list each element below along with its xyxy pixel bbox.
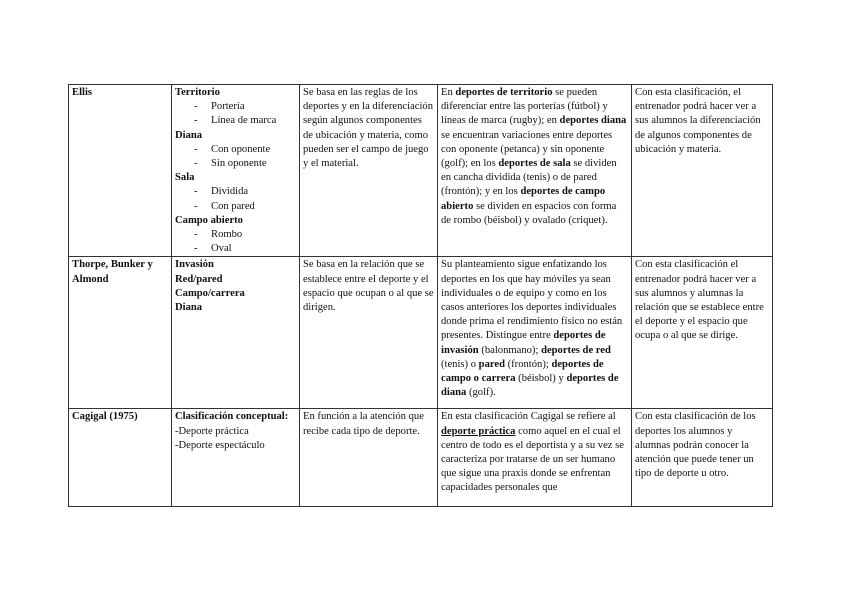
conclusion-cell <box>632 257 773 409</box>
bold-term: pared <box>478 358 505 370</box>
subcategory-item: - Línea de marca <box>194 115 277 127</box>
categories-cell <box>172 409 300 507</box>
bold-term: deportes de campo abierto <box>441 186 606 212</box>
subcategory-item: - Portería <box>194 101 245 113</box>
description-cell: Su planteamiento sigue enfatizando los deportes en los que hay móviles ya sean individuales o de equipo y como en los casos anteriores los deportes individuales donde prima el rendimiento físico no están presentes. Distingue entre deportes de invasión (balonmano); deportes de red (tenis) o pared (frontón); deportes de campo o carrera (béisbol) y deportes de diana (golf). <box>438 257 632 409</box>
bold-term: deportes de invasión <box>441 330 606 356</box>
category-label: Territorio <box>175 87 220 98</box>
category-label: Diana <box>175 302 203 314</box>
category-item: -Deporte práctica <box>175 425 249 437</box>
author-cell <box>69 257 172 409</box>
basis-text: En función a la atención que recibe cada tipo de deporte. <box>303 411 424 437</box>
author-name: Cagigal (1975) <box>72 411 138 423</box>
author-cell <box>69 85 172 257</box>
basis-text: Se basa en las reglas de los deportes y en la diferenciación según algunos componentes de ubicación y materia, como pueden ser el campo de juego y el material. <box>303 87 434 170</box>
author-name: Thorpe, Bunker y Almond <box>72 259 153 285</box>
bold-term: deportes de territorio <box>455 87 553 98</box>
conclusion-text: Con esta clasificación de los deportes los alumnos y alumnas podrán conocer la atención que puede tener un tipo de deporte u otro. <box>635 411 756 480</box>
category-label: Sala <box>175 172 195 184</box>
bold-term: deportes de red <box>541 344 611 356</box>
subcategory-item: - Rombo <box>194 229 243 241</box>
description-cell: En esta clasificación Cagigal se refiere al deporte práctica como aquel en el cual el centro de todo es el deportista y a su vez se caracteriza por tratarse de un ser humano que sigue una praxis donde se enfrentan capacidades personales que <box>438 409 632 507</box>
description-cell: En deportes de territorio se pueden diferenciar entre las porterías (fútbol) y líneas de marca (rugby); en deportes diana se encuentran variaciones entre deportes con oponente (petanca) y sin oponente (golf); en los deportes de sala se dividen en cancha dividida (tenis) o de pared (frontón); y en los deportes de campo abierto se dividen en espacios con forma de rombo (béisbol) y ovalado (criquet). <box>438 85 632 257</box>
bold-term: deportes de diana <box>441 373 619 399</box>
category-item: -Deporte espectáculo <box>175 439 265 451</box>
category-heading: Clasificación conceptual: <box>175 411 289 423</box>
table-row <box>69 85 773 257</box>
table-row <box>69 257 773 409</box>
basis-cell <box>300 409 438 507</box>
basis-cell <box>300 85 438 257</box>
classification-table <box>68 84 773 507</box>
subcategory-item: - Sin oponente <box>194 158 267 170</box>
table-row <box>69 409 773 507</box>
basis-text: Se basa en la relación que se establece entre el deporte y el espacio que ocupan o al que se dirigen. <box>303 259 434 314</box>
author-name: Ellis <box>72 87 93 98</box>
category-label: Diana <box>175 129 203 141</box>
conclusion-cell <box>632 85 773 257</box>
underlined-term: deporte práctica <box>441 425 516 437</box>
category-label: Campo/carrera <box>175 287 245 299</box>
bold-term: deportes de campo o carrera <box>441 358 604 385</box>
basis-cell <box>300 257 438 409</box>
category-label: Red/pared <box>175 273 223 285</box>
conclusion-text: Con esta clasificación, el entrenador podrá hacer ver a sus alumnos la diferenciación de algunos componentes de ubicación y materia. <box>635 87 761 155</box>
subcategory-item: - Oval <box>194 243 232 255</box>
category-label: Campo abierto <box>175 214 243 226</box>
category-label: Invasión <box>175 259 214 271</box>
conclusion-cell <box>632 409 773 507</box>
categories-cell <box>172 85 300 257</box>
subcategory-item: - Con pared <box>194 200 255 212</box>
conclusion-text: Con esta clasificación el entrenador podrá hacer ver a sus alumnos y alumnas la relación que se establece entre el deporte y el espacio que ocupa o al que se dirige. <box>635 259 764 342</box>
subcategory-item: - Con oponente <box>194 143 271 155</box>
bold-term: deportes diana <box>559 115 627 127</box>
bold-term: deportes de sala <box>498 158 571 170</box>
subcategory-item: - Dividida <box>194 186 249 198</box>
categories-cell <box>172 257 300 409</box>
author-cell <box>69 409 172 507</box>
